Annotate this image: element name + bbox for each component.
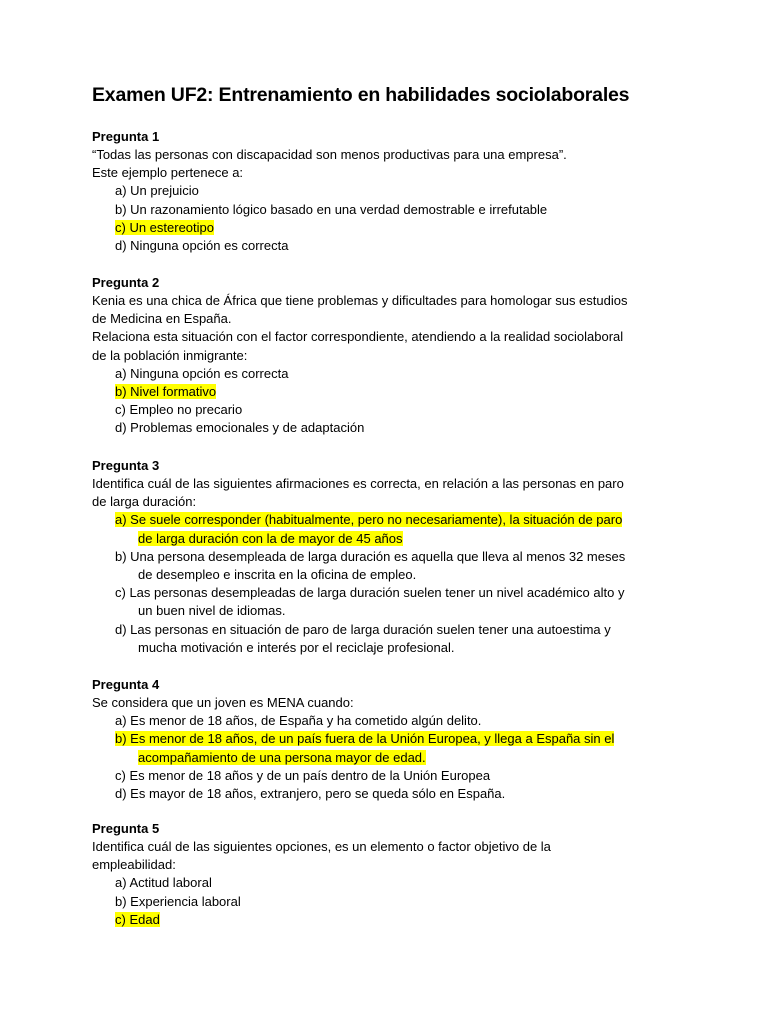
answer-option-text: mucha motivación e interés por el reciclaje profesional.	[138, 639, 455, 655]
answer-option	[92, 785, 692, 803]
question-label: Pregunta 1	[92, 129, 160, 144]
answer-option-text: b) Un razonamiento lógico basado en una verdad demostrable e irrefutable	[115, 201, 548, 217]
answer-option	[92, 365, 692, 383]
question-stem-line: Se considera que un joven es MENA cuando:	[92, 695, 354, 710]
answer-option-text: a) Se suele corresponder (habitualmente, pero no necesariamente), la situación de paro	[115, 512, 623, 528]
question-label: Pregunta 2	[92, 275, 160, 290]
answer-option	[92, 767, 692, 785]
answer-option	[92, 401, 692, 419]
answer-option-text: acompañamiento de una persona mayor de edad.	[138, 749, 426, 765]
question-label: Pregunta 4	[92, 677, 160, 692]
question-label: Pregunta 3	[92, 458, 160, 473]
answer-option-highlighted	[92, 749, 692, 767]
answer-option	[92, 237, 692, 255]
question-stem-line: Relaciona esta situación con el factor correspondiente, atendiendo a la realidad sociolaboral	[92, 329, 624, 345]
answer-option-highlighted	[92, 911, 692, 929]
answer-option	[92, 639, 692, 657]
question-stem-line: de Medicina en España.	[92, 311, 232, 327]
answer-option	[92, 893, 692, 911]
answer-option-text: c) Edad	[115, 911, 160, 927]
answer-option-text: b) Es menor de 18 años, de un país fuera de la Unión Europea, y llega a España sin el	[115, 731, 615, 747]
exam-title: Examen UF2: Entrenamiento en habilidades sociolaborales	[92, 84, 630, 106]
question-stem-line: “Todas las personas con discapacidad son menos productivas para una empresa”.	[92, 147, 567, 162]
answer-option	[92, 201, 692, 219]
answer-option-text: a) Actitud laboral	[115, 875, 212, 891]
answer-option-text: a) Ninguna opción es correcta	[115, 365, 289, 381]
question-stem-line: Identifica cuál de las siguientes afirmaciones es correcta, en relación a las personas en paro	[92, 476, 624, 491]
question-stem-line: de larga duración:	[92, 494, 197, 510]
answer-option-highlighted	[92, 219, 692, 237]
question-label: Pregunta 5	[92, 821, 160, 836]
answer-option	[92, 874, 692, 892]
answer-option-text: un buen nivel de idiomas.	[138, 603, 286, 619]
answer-option-text: d) Las personas en situación de paro de larga duración suelen tener una autoestima y	[115, 621, 611, 637]
answer-option-text: b) Experiencia laboral	[115, 893, 241, 909]
answer-option-text: a) Es menor de 18 años, de España y ha cometido algún delito.	[115, 713, 482, 729]
answer-option-highlighted	[92, 530, 692, 548]
question-block-5	[92, 820, 692, 929]
answer-option	[92, 419, 692, 437]
question-stem-line: Este ejemplo pertenece a:	[92, 165, 244, 181]
answer-option-highlighted	[92, 383, 692, 401]
answer-option	[92, 182, 692, 200]
question-stem-line: Identifica cuál de las siguientes opciones, es un elemento o factor objetivo de la	[92, 839, 551, 854]
answer-option-text: c) Un estereotipo	[115, 219, 214, 235]
answer-option-highlighted	[92, 730, 692, 748]
answer-option	[92, 548, 692, 566]
answer-option	[92, 584, 692, 602]
question-stem-line: empleabilidad:	[92, 857, 176, 873]
answer-option-text: c) Es menor de 18 años y de un país dentro de la Unión Europea	[115, 767, 491, 783]
question-block-4	[92, 676, 692, 803]
answer-option-text: d) Problemas emocionales y de adaptación	[115, 420, 365, 436]
answer-option-text: c) Las personas desempleadas de larga duración suelen tener un nivel académico alto y	[115, 585, 625, 601]
answer-option	[92, 566, 692, 584]
answer-option	[92, 712, 692, 730]
answer-option	[92, 602, 692, 620]
answer-option-text: c) Empleo no precario	[115, 402, 243, 418]
answer-option	[92, 621, 692, 639]
answer-option-text: b) Nivel formativo	[115, 384, 217, 400]
answer-option-text: b) Una persona desempleada de larga duración es aquella que lleva al menos 32 meses	[115, 548, 626, 564]
question-block-3	[92, 457, 692, 657]
question-block-2	[92, 274, 692, 438]
question-stem-line: de la población inmigrante:	[92, 347, 248, 363]
answer-option-text: de larga duración con la de mayor de 45 años	[138, 530, 403, 546]
answer-option-text: d) Es mayor de 18 años, extranjero, pero se queda sólo en España.	[115, 786, 506, 802]
question-stem-line: Kenia es una chica de África que tiene problemas y dificultades para homologar sus estudios	[92, 293, 628, 308]
answer-option-highlighted	[92, 511, 692, 529]
answer-option-text: de desempleo e inscrita en la oficina de empleo.	[138, 567, 417, 583]
answer-option-text: d) Ninguna opción es correcta	[115, 238, 289, 254]
question-block-1	[92, 128, 692, 255]
answer-option-text: a) Un prejuicio	[115, 183, 199, 199]
